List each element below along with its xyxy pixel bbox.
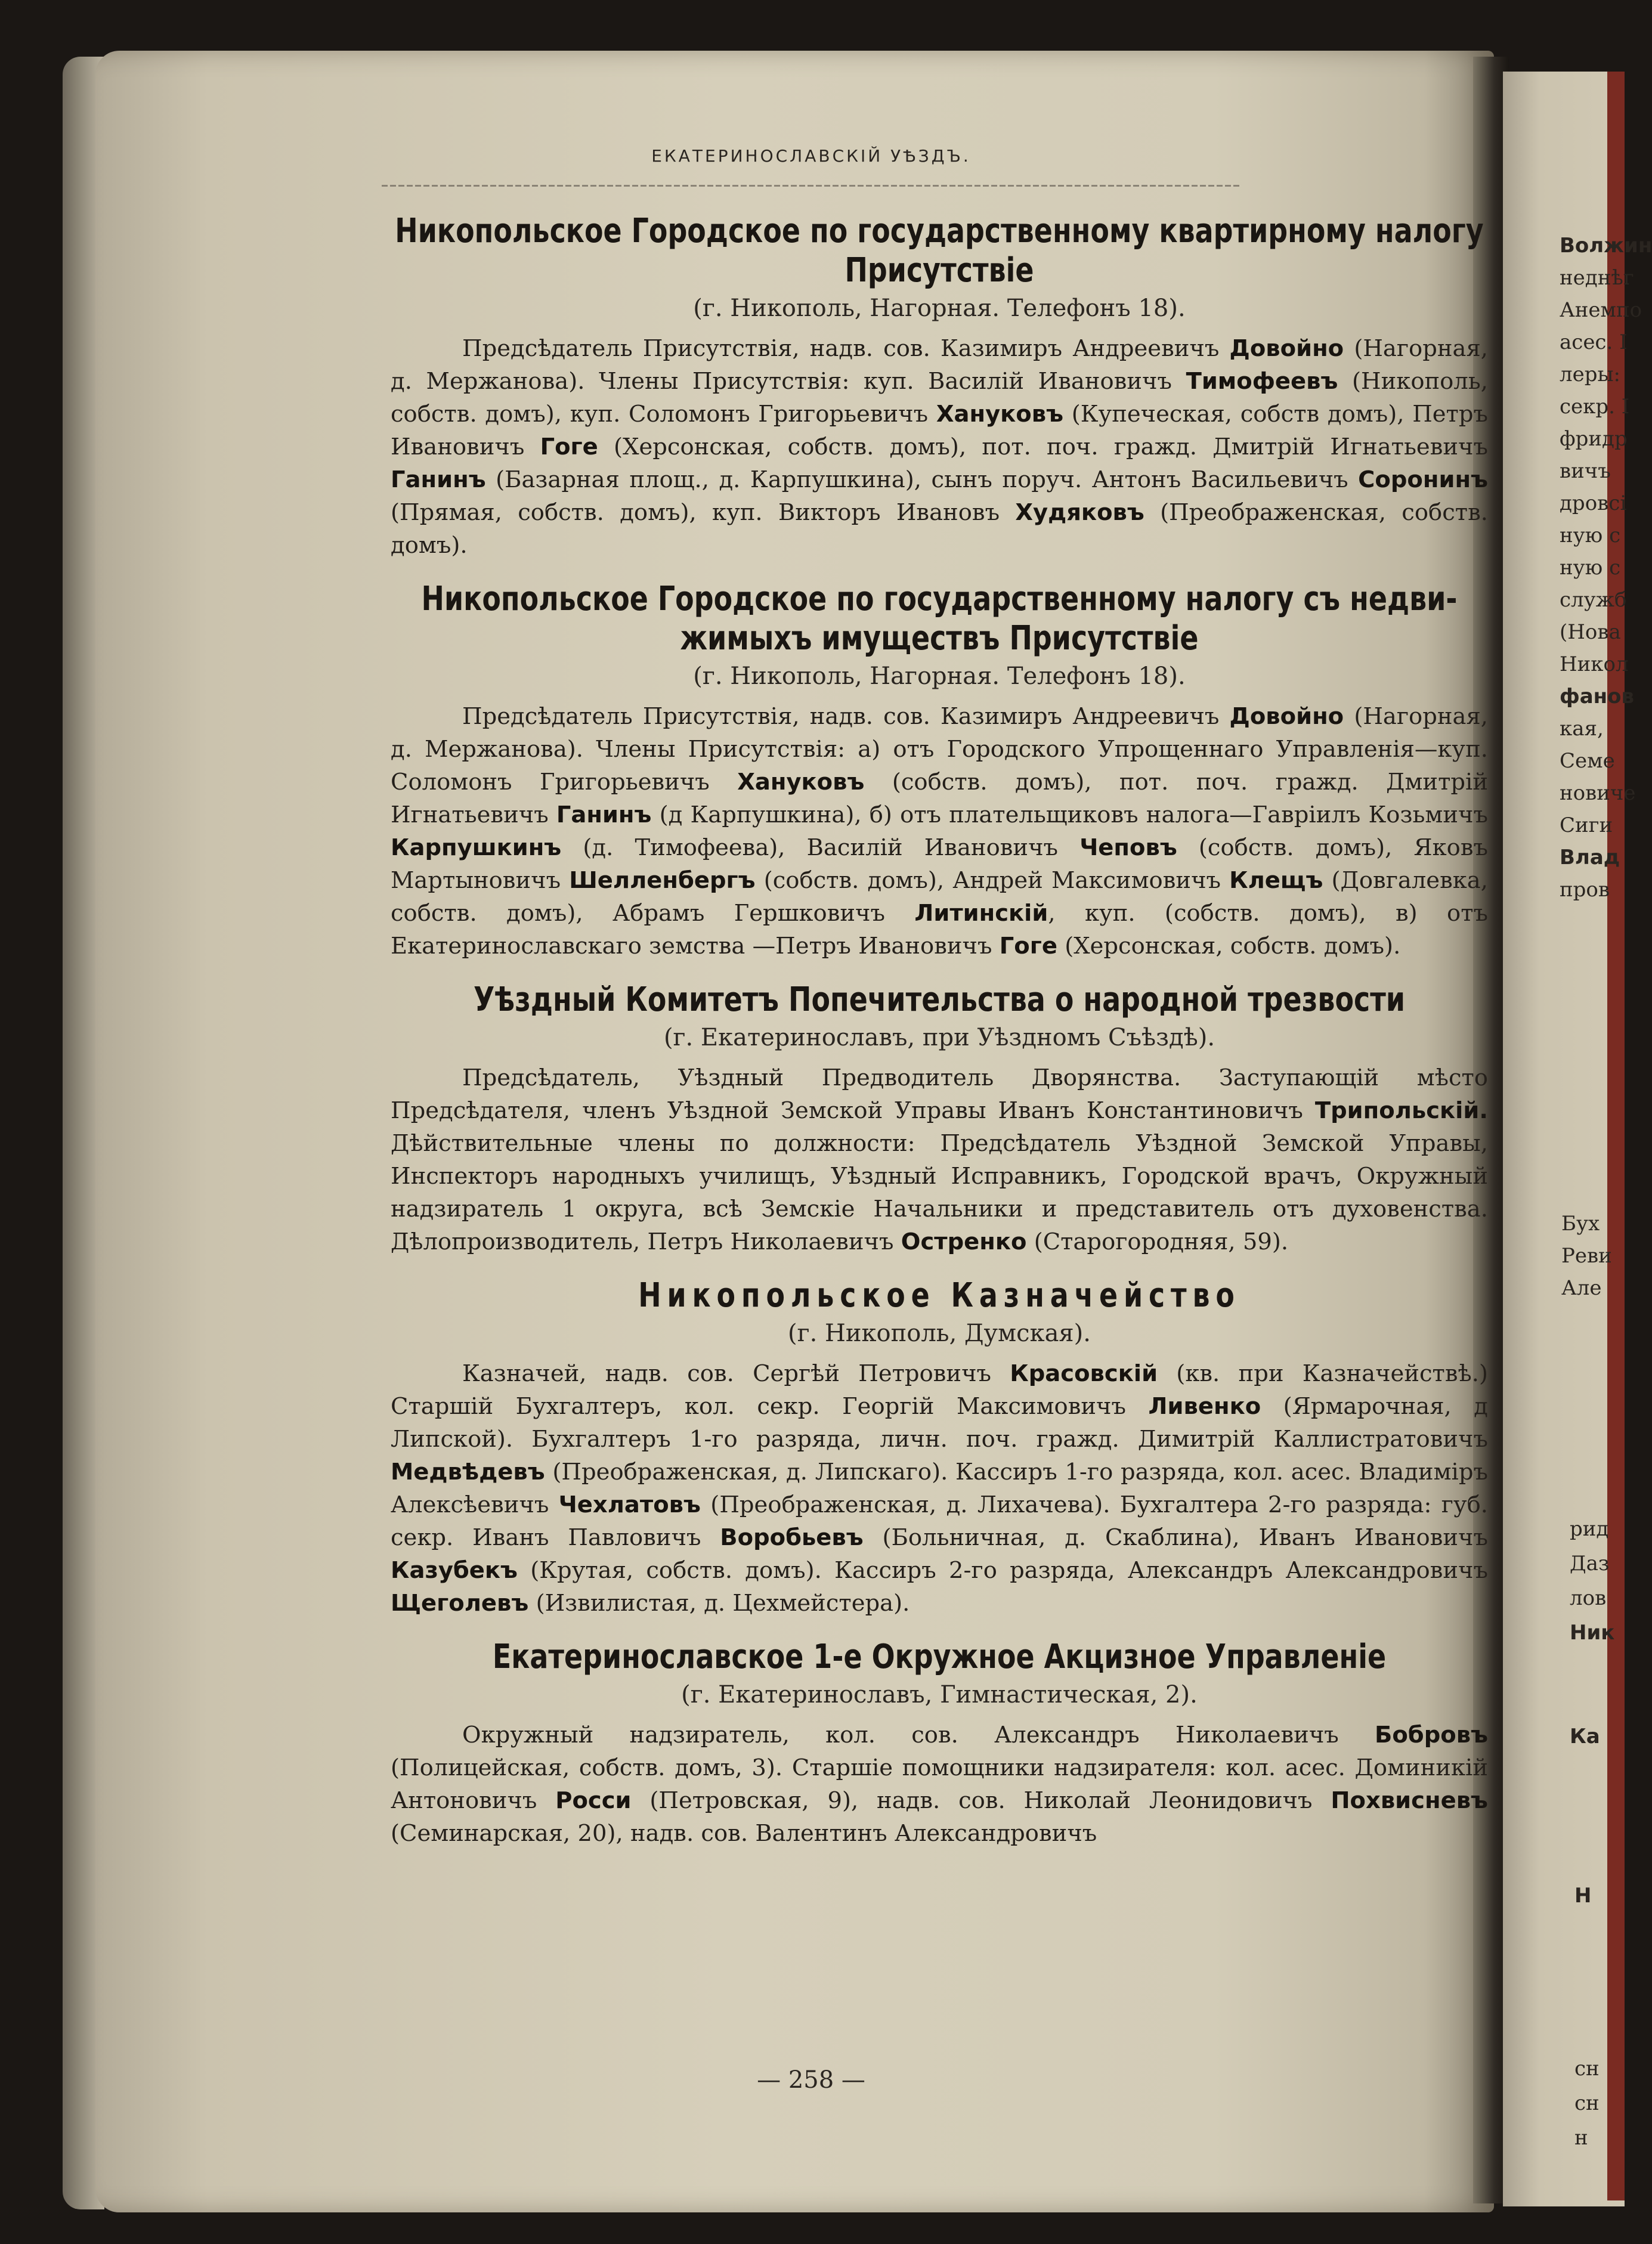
person-surname: Медвѣдевъ — [391, 1459, 545, 1485]
facing-page-line: Никол — [1560, 652, 1629, 676]
facing-page-line: асес. І — [1560, 330, 1628, 354]
facing-page-line: кая, — [1560, 717, 1604, 741]
body-text: (собств. домъ), Яковъ Мартыновичъ — [391, 834, 1488, 894]
body-text: (Преображенская, д. Лихачева). Бухгалтера 2-го разряда: губ. секр. Иванъ Павловичъ — [391, 1491, 1489, 1551]
facing-page-line: Н — [1574, 1884, 1592, 1908]
person-surname: Шелленбергъ — [569, 867, 756, 894]
body-text: Предсѣдатель Присутствія, надв. сов. Казимиръ Андреевичъ — [462, 703, 1230, 730]
body-text: Окружный надзиратель, кол. сов. Александръ Николаевичъ — [462, 1722, 1375, 1748]
facing-page-line: Даз — [1570, 1552, 1610, 1576]
body-text: (Купеческая, собств домъ), Петръ Ивановичъ — [391, 401, 1488, 460]
facing-page-line: (Нова — [1560, 620, 1621, 644]
facing-page-line: фанов — [1560, 685, 1635, 708]
section-body — [391, 700, 1488, 962]
page-text — [391, 212, 1488, 1868]
person-surname: Ганинъ — [556, 801, 652, 828]
section-body — [391, 1719, 1488, 1850]
body-text: Казначей, надв. сов. Сергѣй Петровичъ — [462, 1360, 1010, 1387]
person-surname: Хануковъ — [936, 401, 1064, 428]
body-text: (д Карпушкина), б) отъ плательщиковъ налога—Гавріилъ Козьмичъ — [651, 801, 1488, 828]
facing-page-line: н — [1574, 2126, 1588, 2150]
body-text: (Больничная, д. Скаблина), Иванъ Ивановичъ — [863, 1524, 1488, 1551]
person-surname: Похвисневъ — [1331, 1787, 1488, 1814]
body-text: (Прямая, собств. домъ), куп. Викторъ Ивановъ — [391, 499, 1016, 526]
facing-page-line — [1574, 1948, 1628, 1982]
section-location: (г. Екатеринославъ, Гимнастическая, 2). — [681, 1681, 1198, 1708]
facing-page-line: Семе — [1560, 749, 1615, 773]
person-surname: Щеголевъ — [391, 1590, 529, 1617]
body-text: (Ярмарочная, д Липской). Бухгалтеръ 1-го разряда, личн. поч. гражд. Димитрій Каллистратовичъ — [391, 1393, 1488, 1453]
facing-page-line: ную с — [1560, 524, 1621, 547]
section-location: (г. Екатеринославъ, при Уѣздномъ Съѣздѣ). — [663, 1024, 1215, 1051]
facing-page-line: сн — [1574, 2091, 1600, 2115]
person-surname: Хануковъ — [737, 769, 865, 796]
facing-page-line: Ник — [1570, 1621, 1615, 1645]
body-text: (д. Тимофеева), Василій Ивановичъ — [561, 834, 1080, 861]
facing-page-text-middle — [1561, 1208, 1627, 1304]
person-surname: Ганинъ — [391, 466, 486, 493]
person-surname: Казубекъ — [391, 1557, 518, 1584]
body-text: (Извилистая, д. Цехмейстера). — [528, 1590, 910, 1617]
section-location: (г. Никополь, Думская). — [788, 1320, 1091, 1347]
person-surname: Клещъ — [1229, 867, 1323, 894]
facing-page-line: Але — [1561, 1276, 1602, 1300]
person-surname: Чехлатовъ — [558, 1491, 701, 1518]
section-location: (г. Никополь, Нагорная. Телефонъ 18). — [693, 663, 1186, 690]
person-surname: Карпушкинъ — [391, 834, 562, 861]
person-surname: Воробьевъ — [720, 1524, 864, 1551]
facing-page-line: сн — [1574, 2057, 1600, 2081]
body-text: (Преображенская, собств. домъ). — [391, 499, 1489, 559]
facing-page-line — [1574, 1982, 1628, 2017]
person-surname: Довойно — [1229, 703, 1344, 730]
body-text: (Херсонская, собств. домъ), пот. поч. гражд. Дмитрій Игнатьевичъ — [598, 434, 1488, 460]
section-title: Никопольское Казначейство — [638, 1276, 1240, 1315]
section-4 — [391, 1276, 1488, 1620]
person-surname: Худяковъ — [1015, 499, 1144, 526]
running-head: ЕКАТЕРИНОСЛАВСКІЙ УѢЗДЪ. — [651, 146, 971, 166]
body-text: (кв. при Казначействѣ.) Старшій Бухгалтеръ, кол. секр. Георгій Максимовичъ — [391, 1360, 1489, 1420]
body-text: (Старогородняя, 59). — [1026, 1228, 1289, 1255]
header-rule — [382, 185, 1240, 187]
body-text: (Никополь, собств. домъ), куп. Соломонъ Григорьевичъ — [391, 368, 1489, 428]
facing-page-line: новиче — [1560, 781, 1636, 805]
body-text: (Довгалевка, собств. домъ), Абрамъ Гершковичъ — [391, 867, 1489, 927]
person-surname: Соронинъ — [1358, 466, 1488, 493]
person-surname: Довойно — [1229, 335, 1344, 362]
body-text: (Нагорная, д. Мержанова). Члены Присутствія: куп. Василій Ивановичъ — [391, 335, 1488, 395]
body-text: (Семинарская, 20), надв. сов. Валентинъ Александровичъ — [391, 1820, 1097, 1847]
section-5 — [391, 1638, 1488, 1850]
section-title: Уѣздный Комитетъ Попечительства о народной трезвости — [474, 980, 1405, 1019]
person-surname: Тимофеевъ — [1186, 368, 1338, 395]
body-text: (Преображенская, д. Липскаго). Кассиръ 1-го разряда, кол. асес. Владиміръ Алексѣевичъ — [391, 1459, 1488, 1518]
person-surname: Гоге — [540, 434, 598, 460]
section-body — [391, 1061, 1488, 1258]
facing-page-line: Реви — [1561, 1244, 1612, 1268]
facing-page-text-lower — [1570, 1512, 1629, 1754]
facing-page-line — [1574, 1913, 1628, 1948]
facing-page-line: Анемпо — [1560, 298, 1642, 322]
facing-page-line: неднѣг — [1560, 266, 1634, 290]
section-title: Никопольское Городское по государственному налогу съ недви- — [421, 580, 1458, 618]
body-text: Дѣйствительные члены по должности: Предсѣдатель Уѣздной Земской Управы, Инспекторъ народныхъ училищъ, Уѣздный Исправникъ, Городской врачъ, Окружный надзиратель 1 округа, всѣ Земскіе Начальники и представитель отъ духовенства. Дѣлопроизводитель, Петръ Николаевичъ — [391, 1130, 1488, 1255]
facing-page-line: Сиги — [1560, 813, 1613, 837]
body-text: (собств. домъ), пот. поч. гражд. Дмитрій Игнатьевичъ — [391, 769, 1488, 828]
section-body — [391, 332, 1488, 562]
facing-page-line: Влад — [1560, 846, 1620, 869]
section-title: Никопольское Городское по государственному квартирному налогу — [395, 212, 1484, 250]
person-surname: Литинскій — [914, 900, 1048, 927]
body-text: Предсѣдатель, Уѣздный Предводитель Дворянства. Заступающій мѣсто Предсѣдателя, членъ Уѣздной Земской Управы Иванъ Константиновичъ — [391, 1064, 1488, 1124]
body-text: (Херсонская, собств. домъ). — [1057, 933, 1401, 959]
facing-page-line: секр. І — [1560, 395, 1630, 419]
facing-page-line: леры: — [1560, 363, 1620, 386]
facing-page-line — [1570, 1650, 1629, 1685]
facing-page-line: Бух — [1561, 1212, 1600, 1236]
body-text: , куп. (собств. домъ), в) отъ Екатеринославскаго земства —Петръ Ивановичъ — [391, 900, 1488, 959]
body-text: (Базарная площ., д. Карпушкина), сынъ поруч. Антонъ Васильевичъ — [485, 466, 1359, 493]
page-number: — 258 — — [757, 2066, 865, 2094]
section-location: (г. Никополь, Нагорная. Телефонъ 18). — [693, 295, 1186, 322]
person-surname: Гоге — [999, 933, 1057, 959]
facing-page-line: дровсі — [1560, 491, 1627, 515]
body-text: (Нагорная, д. Мержанова). Члены Присутствія: а) отъ Городского Упрощеннаго Управленія—куп. Соломонъ Григорьевичъ — [391, 703, 1488, 796]
facing-page-line: Волжин — [1560, 234, 1652, 258]
body-text: (собств. домъ), Андрей Максимовичъ — [755, 867, 1230, 894]
section-3 — [391, 980, 1488, 1258]
facing-page-text-bottom — [1574, 1878, 1628, 2155]
facing-page-line: служб — [1560, 588, 1627, 612]
section-title: Екатеринославское 1-е Окружное Акцизное Управленіе — [492, 1638, 1387, 1676]
facing-page-line: рид — [1570, 1517, 1609, 1541]
section-title-continued: жимыхъ имуществъ Присутствіе — [680, 619, 1199, 658]
facing-page-line: фридр — [1560, 427, 1628, 451]
person-surname: Трипольскій. — [1314, 1097, 1488, 1124]
body-text: (Крутая, собств. домъ). Кассиръ 2-го разряда, Александръ Александровичъ — [517, 1557, 1488, 1584]
person-surname: Красовскій — [1010, 1360, 1158, 1387]
person-surname: Ливенко — [1148, 1393, 1261, 1420]
facing-page-line: лов — [1570, 1586, 1607, 1610]
person-surname: Бобровъ — [1375, 1722, 1488, 1748]
body-text: Предсѣдатель Присутствія, надв. сов. Казимиръ Андреевичъ — [462, 335, 1230, 362]
section-1 — [391, 212, 1488, 562]
facing-page-line — [1574, 2017, 1628, 2051]
facing-page-line: ную с — [1560, 556, 1621, 580]
person-surname: Росси — [555, 1787, 632, 1814]
section-body — [391, 1357, 1488, 1620]
facing-page-line — [1570, 1685, 1629, 1719]
facing-page-line: Ка — [1570, 1725, 1600, 1748]
section-2 — [391, 580, 1488, 962]
facing-page-line: пров — [1560, 878, 1610, 902]
section-title-continued: Присутствіе — [844, 251, 1034, 290]
body-text: (Полицейская, собств. домъ, 3). Старшіе помощники надзирателя: кол. асес. Доминикій Антоновичъ — [391, 1754, 1488, 1814]
facing-page-line: вичъ — [1560, 459, 1611, 483]
person-surname: Чеповъ — [1079, 834, 1177, 861]
body-text: (Петровская, 9), надв. сов. Николай Леонидовичъ — [631, 1787, 1331, 1814]
person-surname: Остренко — [901, 1228, 1027, 1255]
facing-page-text-top — [1560, 230, 1652, 906]
